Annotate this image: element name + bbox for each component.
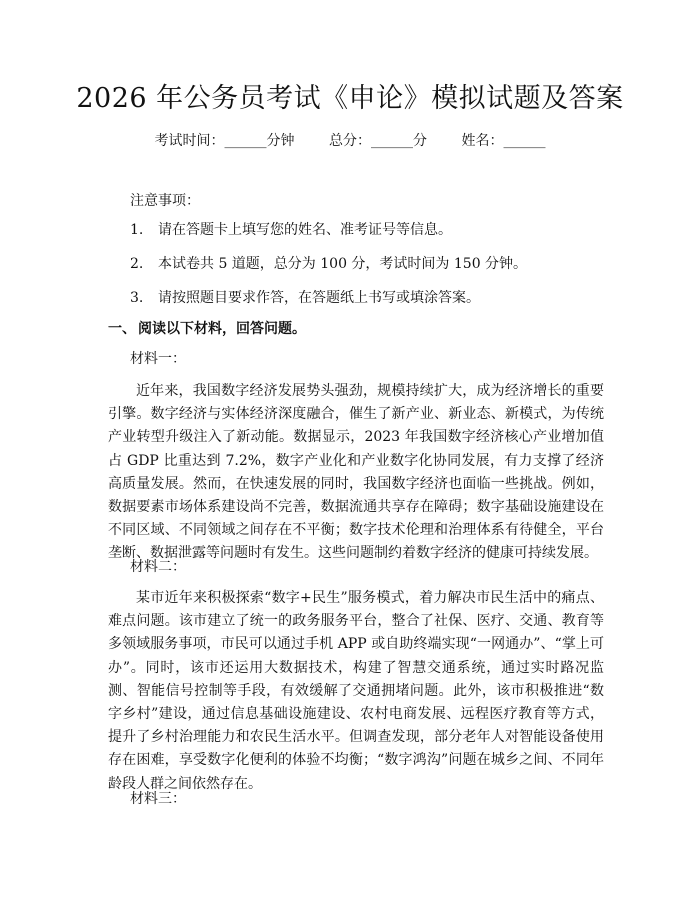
notes-item bbox=[130, 288, 630, 322]
notes-item-number: 1. bbox=[130, 222, 144, 238]
material-label: 材料一： bbox=[130, 351, 186, 367]
notes-item bbox=[130, 254, 630, 288]
exam-meta-line bbox=[0, 131, 700, 151]
notes-item-number: 3. bbox=[130, 290, 144, 306]
notes-item bbox=[130, 220, 630, 254]
notes-item-text: 请按照题目要求作答，在答题纸上书写或填涂答案。 bbox=[158, 290, 480, 306]
notes-item-text: 本试卷共 5 道题，总分为 100 分，考试时间为 150 分钟。 bbox=[158, 256, 528, 272]
total-score-field: 总分：______分 bbox=[329, 133, 427, 149]
material-label: 材料二： bbox=[130, 559, 186, 575]
exam-time-field: 考试时间：______分钟 bbox=[154, 133, 295, 149]
notes-list bbox=[130, 220, 630, 322]
section-title: 阅读以下材料，回答问题。 bbox=[138, 321, 306, 337]
section-heading bbox=[108, 319, 306, 339]
name-field: 姓名：______ bbox=[461, 133, 546, 149]
notes-item-text: 请在答题卡上填写您的姓名、准考证号等信息。 bbox=[158, 222, 452, 238]
section-number: 一、 bbox=[108, 321, 136, 337]
material-paragraph: 某市近年来积极探索“数字+民生”服务模式，着力解决市民生活中的痛点、难点问题。该市建立了统一的政务服务平台，整合了社保、医疗、交通、教育等多领域服务事项，市民可以通过手机 APP 或自助终端实现“一网通办”、“掌上可办”。同时，该市还运用大数据技术，构建了智慧交通系统，通过实时路况监测、智能信号控制等手段，有效缓解了交通拥堵问题。此外，该市积极推进“数字乡村”建设，通过信息基础设施建设、农村电商发展、远程医疗教育等方式，提升了乡村治理能力和农民生活水平。但调查发现，部分老年人对智能设备使用存在困难，享受数字化便利的体验不均衡；“数字鸿沟”问题在城乡之间、不同年龄段人群之间依然存在。 bbox=[108, 590, 604, 792]
material-label: 材料三： bbox=[130, 791, 186, 807]
notes-item-number: 2. bbox=[130, 256, 144, 272]
document-title: 2026 年公务员考试《申论》模拟试题及答案 bbox=[76, 83, 624, 114]
notes-label: 注意事项： bbox=[130, 193, 200, 209]
material-paragraph: 近年来，我国数字经济发展势头强劲，规模持续扩大，成为经济增长的重要引擎。数字经济与实体经济深度融合，催生了新产业、新业态、新模式，为传统产业转型升级注入了新动能。数据显示，2023 年我国数字经济核心产业增加值占 GDP 比重达到 7.2%，数字产业化和产业数字化协同发展，有力支撑了经济高质量发展。然而，在快速发展的同时，我国数字经济也面临一些挑战。例如，数据要素市场体系建设尚不完善，数据流通共享存在障碍；数字基础设施建设在不同区域、不同领域之间存在不平衡；数字技术伦理和治理体系有待健全，平台垄断、数据泄露等问题时有发生。这些问题制约着数字经济的健康可持续发展。 bbox=[108, 383, 604, 562]
